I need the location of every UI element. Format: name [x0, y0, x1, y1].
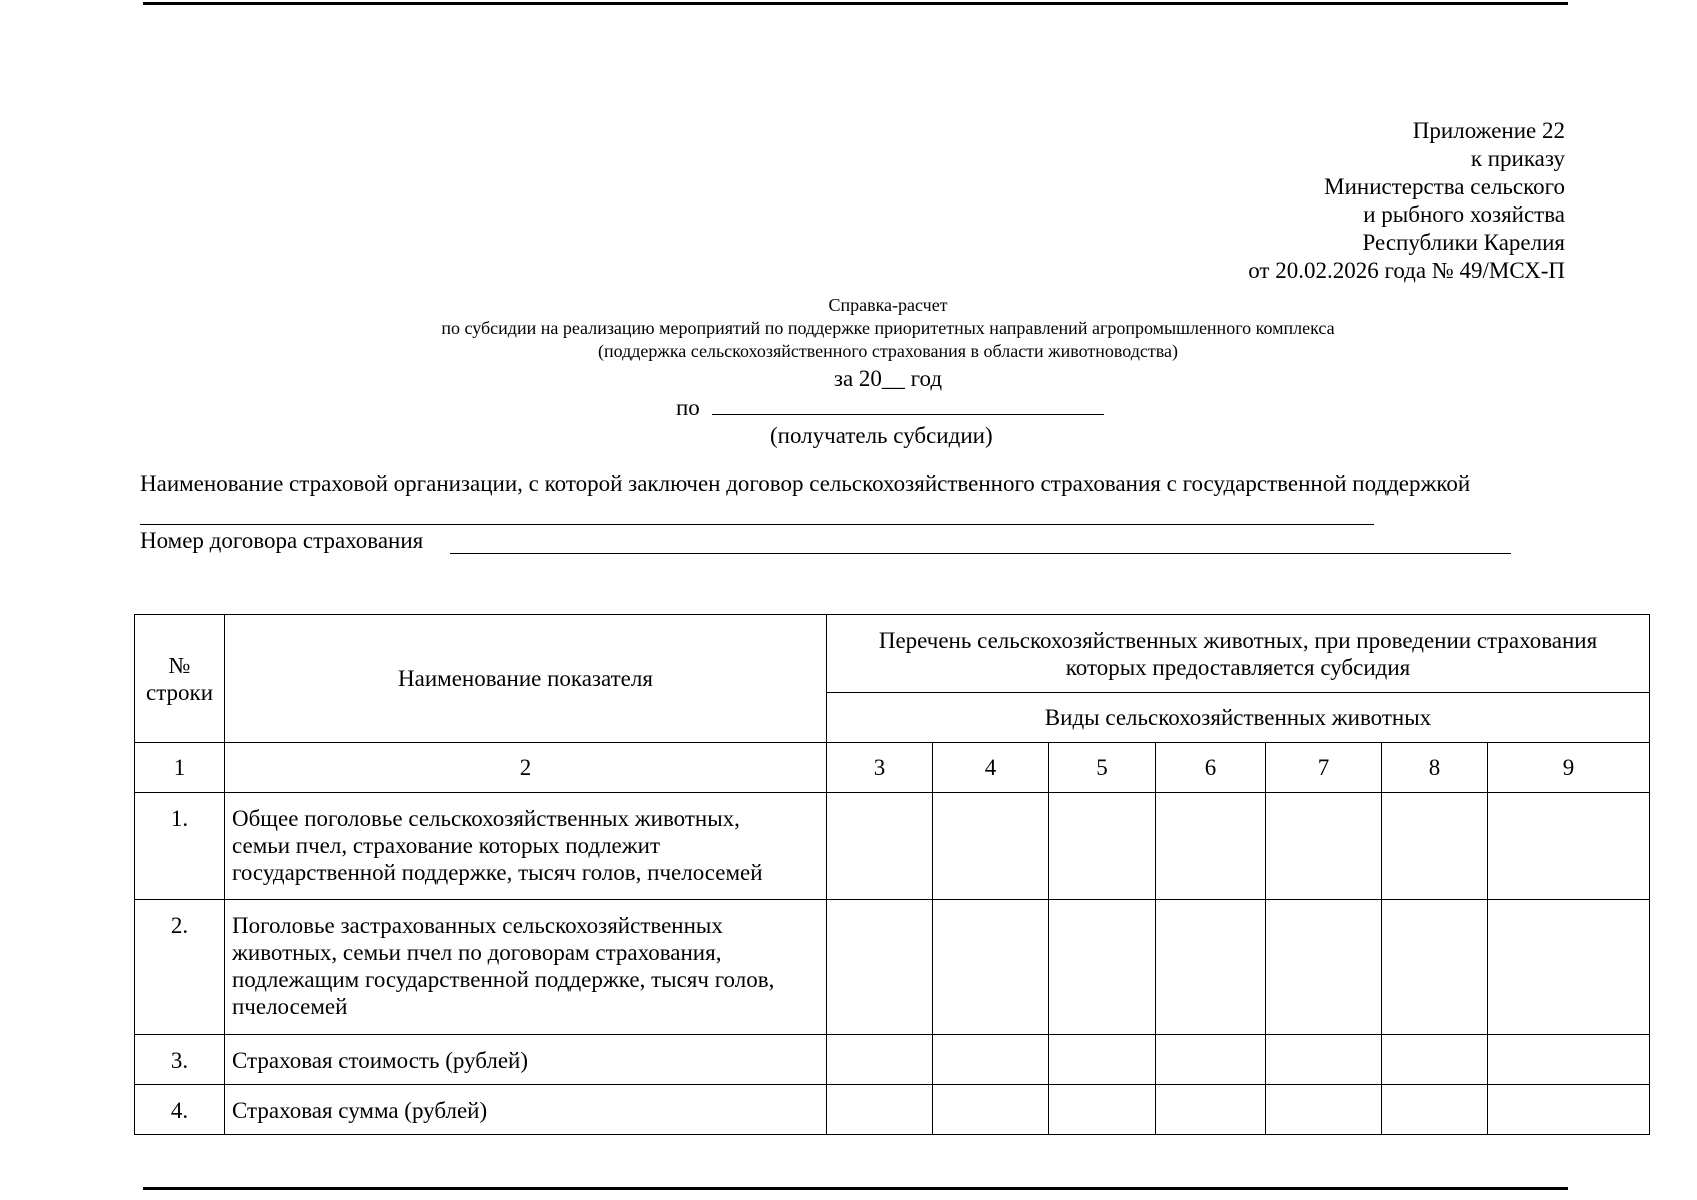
value-cell[interactable] — [1049, 900, 1156, 1035]
row-indicator-line: Страховая сумма (рублей) — [232, 1098, 488, 1123]
row-number: 2. — [135, 900, 225, 1035]
value-cell[interactable] — [933, 1085, 1049, 1135]
column-number: 8 — [1382, 743, 1488, 793]
header-animal-types: Виды сельскохозяйственных животных — [827, 693, 1650, 743]
value-cell[interactable] — [827, 900, 933, 1035]
table-row — [135, 793, 1650, 900]
value-cell[interactable] — [933, 793, 1049, 900]
column-number: 4 — [933, 743, 1049, 793]
contract-number-field[interactable] — [450, 553, 1511, 554]
value-cell[interactable] — [1488, 1085, 1650, 1135]
value-cell[interactable] — [1488, 793, 1650, 900]
document-subtitle-note: (поддержка сельскохозяйственного страхования в области животноводства) — [597, 341, 1179, 361]
appendix-line: Приложение 22 — [1412, 118, 1565, 143]
value-cell[interactable] — [827, 793, 933, 900]
value-cell[interactable] — [1049, 793, 1156, 900]
row-indicator-line: Страховая стоимость (рублей) — [232, 1048, 529, 1073]
row-indicator — [225, 900, 827, 1035]
document-title: Справка-расчет — [828, 295, 948, 315]
value-cell[interactable] — [827, 1085, 933, 1135]
reporting-period: за 20__ год — [833, 366, 943, 391]
value-cell[interactable] — [1382, 1035, 1488, 1085]
recipient-row — [676, 394, 1104, 422]
contract-label: Номер договора страхования — [140, 528, 424, 553]
header-animals-list: Перечень сельскохозяйственных животных, при проведении страхования которых предоставляется субсидия — [827, 615, 1650, 693]
table-row — [135, 1085, 1650, 1135]
value-cell[interactable] — [1156, 793, 1266, 900]
value-cell[interactable] — [1382, 900, 1488, 1035]
row-indicator — [225, 1035, 827, 1085]
row-indicator-line: Поголовье застрахованных сельскохозяйственных — [232, 913, 723, 938]
appendix-line: Республики Карелия — [1362, 230, 1565, 255]
value-cell[interactable] — [827, 1035, 933, 1085]
bottom-rule — [143, 1187, 1568, 1190]
row-indicator-line: пчелосемей — [232, 994, 348, 1019]
column-number: 2 — [225, 743, 827, 793]
recipient-field[interactable] — [712, 394, 1104, 415]
row-indicator-line: животных, семьи пчел по договорам страхования, — [232, 940, 722, 965]
value-cell[interactable] — [1266, 900, 1382, 1035]
column-number: 7 — [1266, 743, 1382, 793]
value-cell[interactable] — [1382, 793, 1488, 900]
column-number: 6 — [1156, 743, 1266, 793]
row-indicator-line: Общее поголовье сельскохозяйственных животных, — [232, 806, 740, 831]
row-indicator-line: подлежащим государственной поддержке, тысяч голов, — [232, 967, 775, 992]
appendix-line: Министерства сельского — [1324, 174, 1565, 199]
row-indicator-line: семьи пчел, страхование которых подлежит — [232, 833, 661, 858]
table-row — [135, 900, 1650, 1035]
value-cell[interactable] — [1156, 1035, 1266, 1085]
appendix-line: и рыбного хозяйства — [1363, 202, 1565, 227]
calculation-table — [134, 614, 1650, 1135]
value-cell[interactable] — [1156, 1085, 1266, 1135]
value-cell[interactable] — [1049, 1035, 1156, 1085]
header-indicator: Наименование показателя — [225, 615, 827, 743]
appendix-line: от 20.02.2026 года № 49/МСХ-П — [1248, 258, 1565, 283]
table-row — [135, 1035, 1650, 1085]
row-number: 1. — [135, 793, 225, 900]
value-cell[interactable] — [933, 1035, 1049, 1085]
value-cell[interactable] — [1156, 900, 1266, 1035]
row-number: 3. — [135, 1035, 225, 1085]
value-cell[interactable] — [1382, 1085, 1488, 1135]
row-indicator-line: государственной поддержке, тысяч голов, пчелосемей — [232, 860, 763, 885]
row-indicator — [225, 1085, 827, 1135]
insurer-field[interactable] — [140, 524, 1374, 525]
row-indicator — [225, 793, 827, 900]
value-cell[interactable] — [1049, 1085, 1156, 1135]
column-number: 1 — [135, 743, 225, 793]
column-number: 9 — [1488, 743, 1650, 793]
document-subtitle: по субсидии на реализацию мероприятий по поддержке приоритетных направлений агропромышленного комплекса — [441, 318, 1335, 338]
recipient-hint: (получатель субсидии) — [770, 423, 993, 448]
insurer-label: Наименование страховой организации, с которой заключен договор сельскохозяйственного страхования с государственной поддержкой — [140, 471, 1471, 496]
appendix-block — [1248, 117, 1565, 285]
appendix-line: к приказу — [1470, 146, 1565, 171]
value-cell[interactable] — [1266, 1085, 1382, 1135]
value-cell[interactable] — [1266, 1035, 1382, 1085]
column-number: 3 — [827, 743, 933, 793]
value-cell[interactable] — [1266, 793, 1382, 900]
value-cell[interactable] — [1488, 1035, 1650, 1085]
header-row-number: № строки — [135, 615, 225, 743]
value-cell[interactable] — [1488, 900, 1650, 1035]
value-cell[interactable] — [933, 900, 1049, 1035]
recipient-prefix: по — [676, 395, 700, 420]
top-rule — [143, 2, 1568, 5]
column-number: 5 — [1049, 743, 1156, 793]
row-number: 4. — [135, 1085, 225, 1135]
